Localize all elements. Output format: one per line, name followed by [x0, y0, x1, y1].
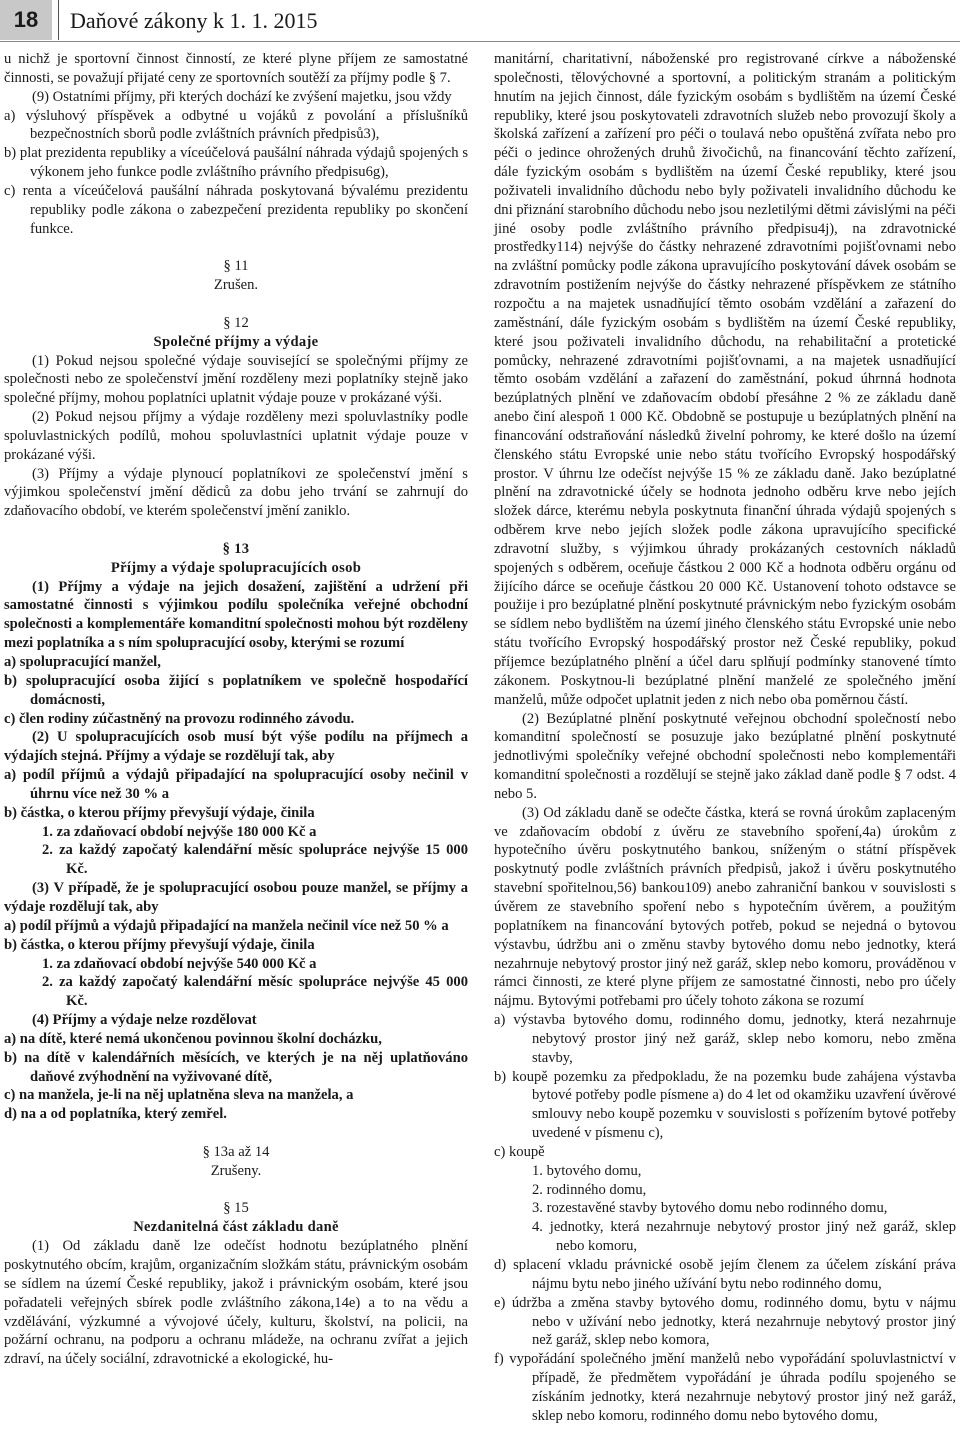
section-heading: § 12 — [223, 314, 249, 331]
paragraph: (4) Příjmy a výdaje nelze rozdělovat — [32, 1012, 257, 1029]
spacer — [4, 1124, 468, 1143]
right-column — [494, 50, 956, 1426]
paragraph: (3) V případě, že je spolupracující osobou pouze manžel, se příjmy a výdaje rozdělují tak, aby — [4, 880, 468, 915]
paragraph: c) na manžela, je-li na něj uplatněna sleva na manžela, a — [4, 1087, 354, 1104]
paragraph: c) renta a víceúčelová paušální náhrada poskytovaná bývalému prezidentu republiky podle zákona o zabezpečení prezidenta republiky po skončení funkce. — [4, 182, 468, 237]
left-column — [4, 50, 468, 1369]
paragraph: d) splacení vkladu právnické osobě jejím členem za účelem získání práva nájmu bytu nebo jiného užívání bytu nebo rodinného domu, — [494, 1257, 956, 1292]
paragraph: b) částka, o kterou příjmy převyšují výdaje, činila — [4, 936, 315, 953]
paragraph: c) člen rodiny zúčastněný na provozu rodinného závodu. — [4, 710, 355, 727]
paragraph: 1. za zdaňovací období nejvýše 180 000 Kč a — [42, 823, 317, 840]
spacer — [4, 295, 468, 314]
header-divider — [58, 0, 59, 40]
page-header — [0, 0, 960, 42]
header-rule — [0, 41, 960, 42]
paragraph: 2. za každý započatý kalendářní měsíc spolupráce nejvýše 15 000 Kč. — [42, 842, 468, 878]
section-heading: § 15 — [223, 1200, 249, 1217]
paragraph: (2) U spolupracujících osob musí být výše podílu na příjmech a výdajích stejná. Příjmy a výdaje se rozdělují tak, aby — [4, 729, 468, 765]
section-heading: § 11 — [223, 258, 249, 275]
spacer — [4, 238, 468, 257]
paragraph: 4. jednotky, která nezahrnuje nebytový prostor jiný než garáž, sklep nebo komoru, — [532, 1219, 956, 1255]
paragraph: b) plat prezidenta republiky a víceúčelová paušální náhrada výdajů spojených s výkonem jeho funkce podle zvláštního právního předpisu6g), — [4, 145, 468, 181]
paragraph: a) na dítě, které nemá ukončenou povinnou školní docházku, — [4, 1030, 382, 1047]
spacer — [4, 521, 468, 540]
section-heading: Příjmy a výdaje spolupracujících osob — [110, 559, 362, 576]
paragraph: a) výsluhový příspěvek a odbytné u vojáků z povolání a příslušníků bezpečnostních sborů podle zvláštních právních předpisů3), — [4, 107, 468, 143]
page-number: 18 — [0, 0, 52, 40]
paragraph: (1) Příjmy a výdaje na jejich dosažení, zajištění a udržení při samostatné činnosti s výjimkou podílu společníka veřejné obchodní společnosti a komplementáře komanditní společnosti mohou být rozděleny mezi poplatníka a s ním spolupracující osoby, kterými se rozumí — [4, 578, 468, 652]
section-heading: Zrušeny. — [210, 1162, 262, 1179]
paragraph: a) podíl příjmů a výdajů připadající na spolupracující osoby nečinil v úhrnu více než 30 % a — [4, 767, 468, 802]
paragraph: 3. rozestavěné stavby bytového domu nebo rodinného domu, — [532, 1200, 888, 1217]
paragraph: (1) Od základu daně lze odečíst hodnotu bezúplatného plnění poskytnutého obcím, krajům, organizačním složkám státu, právnickým osobám se sídlem na území České republiky, jakož i právnickým osobám, které jsou pořadateli veřejných sbírek podle zvláštního zákona,14e) a to na vědu a vzdělávání, výzkumné a vývojové účely, kulturu, školství, na policii, na požární ochranu, na podporu a ochranu mládeže, na ochranu zvířat a jejich zdraví, na účely sociální, zdravotnické a ekologické, hu- — [4, 1238, 468, 1368]
paragraph: a) výstavba bytového domu, rodinného domu, jednotky, která nezahrnuje nebytový prostor jiný než garáž, sklep nebo komoru, nebo změna stavby, — [494, 1012, 956, 1066]
paragraph: 2. rodinného domu, — [532, 1181, 647, 1198]
section-heading: Společné příjmy a výdaje — [153, 333, 319, 350]
paragraph: (3) Příjmy a výdaje plynoucí poplatníkovi ze společenství jmění s výjimkou společenství jmění dědiců za dobu jeho trvání se zahrnují do zdaňovacího období, ve kterém společenství jmění zaniklo. — [4, 465, 468, 520]
paragraph: b) částka, o kterou příjmy převyšují výdaje, činila — [4, 804, 315, 821]
spacer — [4, 1181, 468, 1200]
paragraph: d) na a od poplatníka, který zemřel. — [4, 1106, 227, 1123]
paragraph: c) koupě — [494, 1143, 545, 1160]
paragraph: f) vypořádání společného jmění manželů nebo vypořádání spoluvlastnictví v případě, že předmětem vypořádání je úhrada podílu spojeného se získáním jednotky, která nezahrnuje nebytový prostor jiný než garáž, sklep nebo komoru, rodinného domu nebo bytového domu, — [494, 1351, 956, 1424]
paragraph: b) spolupracující osoba žijící s poplatníkem ve společně hospodařící domácnosti, — [4, 672, 468, 708]
paragraph: 1. bytového domu, — [532, 1162, 642, 1179]
section-heading: Zrušen. — [213, 277, 259, 294]
paragraph: manitární, charitativní, náboženské pro registrované církve a náboženské společnosti, tělovýchovné a sportovní, a politickým stranám a politickým hnutím na jejich činnost, dále fyzickým osobám s bydlištěm na území České republiky, které jsou poskytovateli zdravotních služeb nebo provozují školy a školská zařízení a zařízení pro péči o toulavá nebo opuštěná zvířata nebo pro péči o jedince ohrožených druhů živočichů, na financování těchto zařízení, dále fyzickým osobám s bydlištěm na území České republiky, které jsou poživateli invalidního důchodu nebo byly poživateli invalidního důchodu ke dni přiznání starobního důchodu nebo jsou nezletilými dětmi závislými na péči jiné osoby podle zvláštního právního předpisu4j), na zdravotnické prostředky114) nejvýše do částky nehrazené zdravotními pojišťovnami nebo na zvláštní pomůcky podle zákona upravujícího poskytování dávek osobám se zdravotním postižením nejvýše do částky nehrazené příspěvkem ze státního rozpočtu a na majetek usnadňující těmto osobám vzdělání a zařazení do zaměstnání, dále fyzickým osobám s bydlištěm na území České republiky, které jsou poživateli invalidního důchodu, na rehabilitační a protetické pomůcky, nehrazené zdravotními pojišťovnami, a na majetek usnadňující těmto osobám vzdělání a zařazení do zaměstnání, pokud úhrnná hodnota bezúplatných plnění ve zdaňovacím období přesáhne 2 % ze základu daně anebo činí alespoň 1 000 Kč. Obdobně se postupuje u bezúplatných plnění na financování odstraňování následků živelní pohromy, ke které došlo na území členského státu Evropské unie nebo státu tvořícího Evropský hospodářský prostor. V úhrnu lze odečíst nejvýše 15 % ze základu daně. Jako bezúplatné plnění na zdravotnické účely se hodnota jednoho odběru krve nebo jejích složek dárce, kterému nebyla poskytnuta finanční úhrada výdajů spojených s odběrem krve nebo jejích složek podle zákona upravujícího specifické zdravotní služby, s výjimkou úhrady prokázaných cestovních nákladů spojených s odběrem, oceňuje částkou 2 000 Kč a hodnota odběru orgánu od žijícího dárce se oceňuje částkou 20 000 Kč. Ustanovení tohoto odstavce se použije i pro bezúplatné plnění poskytnuté právnickým nebo fyzickým osobám se sídlem nebo bydlištěm na území jiného členského státu Evropské unie nebo státu tvořícího Evropský hospodářský prostor než České republiky, pokud příjemce bezúplatného plnění a účel daru splňují podmínky stanovené tímto zákonem. Poskytnou-li bezúplatné plnění manželé ze společného jmění manželů, může odpočet uplatnit jeden z nich nebo oba poměrnou částí. — [494, 51, 956, 708]
section-heading: Nezdanitelná část základu daně — [133, 1219, 339, 1236]
paragraph: 1. za zdaňovací období nejvýše 540 000 Kč a — [42, 955, 317, 972]
paragraph: 2. za každý započatý kalendářní měsíc spolupráce nejvýše 45 000 Kč. — [42, 974, 468, 1010]
paragraph: b) na dítě v kalendářních měsících, ve kterých je na něj uplatňováno daňové zvýhodnění na vyživované dítě, — [4, 1049, 468, 1085]
paragraph: e) údržba a změna stavby bytového domu, rodinného domu, bytu v nájmu nebo v užívání nebo jednotky, která nezahrnuje nebytový prostor jiný než garáž, sklep nebo komora, — [494, 1294, 956, 1349]
section-heading: § 13 — [222, 540, 250, 557]
paragraph: (3) Od základu daně se odečte částka, která se rovná úrokům zaplaceným ve zdaňovacím období z úvěru ze stavebního spoření,4a) úrokům z hypotečního úvěru poskytnutého bankou, sníženým o státní příspěvek poskytnutý podle zvláštních právních předpisů, jakož i úvěru poskytnutého stavební spořitelnou,56) bankou109) anebo zahraniční bankou v souvislosti s úvěrem ze stavebního spoření nebo s hypotečním úvěrem, a použitým poplatníkem na financování bytových potřeb, pokud se nejedná o bytovou výstavbu, údržbu ani o změnu stavby bytového domu nebo jednotky, která nezahrnuje nebytový prostor jiný než garáž, sklep nebo komoru, prováděnou v rámci činnosti, ze které plyne příjem ze samostatné činnosti, nebo pro účely nájmu. Bytovými potřebami pro účely tohoto zákona se rozumí — [494, 804, 956, 1010]
paragraph: b) koupě pozemku za předpokladu, že na pozemku bude zahájena výstavba bytové potřeby podle písmene a) do 4 let od okamžiku uzavření úvěrové smlouvy nebo koupě pozemku v souvislosti s pořízením bytové potřeby uvedené v písmenu c), — [494, 1068, 956, 1142]
paragraph: (1) Pokud nejsou společné výdaje související se společnými příjmy ze společnosti nebo ze společenství jmění rozděleny mezi poplatníky stejně jako společné příjmy, mohou poplatníci uplatnit výdaje pouze v prokázané výši. — [4, 352, 468, 407]
section-heading: § 13a až 14 — [202, 1143, 270, 1160]
paragraph: (9) Ostatními příjmy, při kterých dochází ke zvýšení majetku, jsou vždy — [32, 88, 452, 105]
paragraph: (2) Pokud nejsou příjmy a výdaje rozděleny mezi spoluvlastníky podle spoluvlastnických podílů, mohou spoluvlastníci uplatnit výdaje pouze v prokázané výši. — [4, 409, 468, 463]
paragraph: u nichž je sportovní činnost činností, ze které plyne příjem ze samostatné činnosti, se považují přijaté ceny ze sportovních soutěží za příjmy podle § 7. — [4, 51, 468, 86]
paragraph: a) podíl příjmů a výdajů připadající na manžela nečinil více než 50 % a — [4, 917, 449, 934]
paragraph: (2) Bezúplatné plnění poskytnuté veřejnou obchodní společností nebo komanditní společností se posuzuje jako bezúplatné plnění poskytnuté jednotlivými společníky veřejné obchodní společnosti nebo komplementáři komanditní společnosti a rozdělují se stejně jako základ daně podle § 7 odst. 4 nebo 5. — [494, 710, 956, 802]
paragraph: a) spolupracující manžel, — [4, 654, 161, 670]
running-title: Daňové zákony k 1. 1. 2015 — [70, 8, 318, 33]
